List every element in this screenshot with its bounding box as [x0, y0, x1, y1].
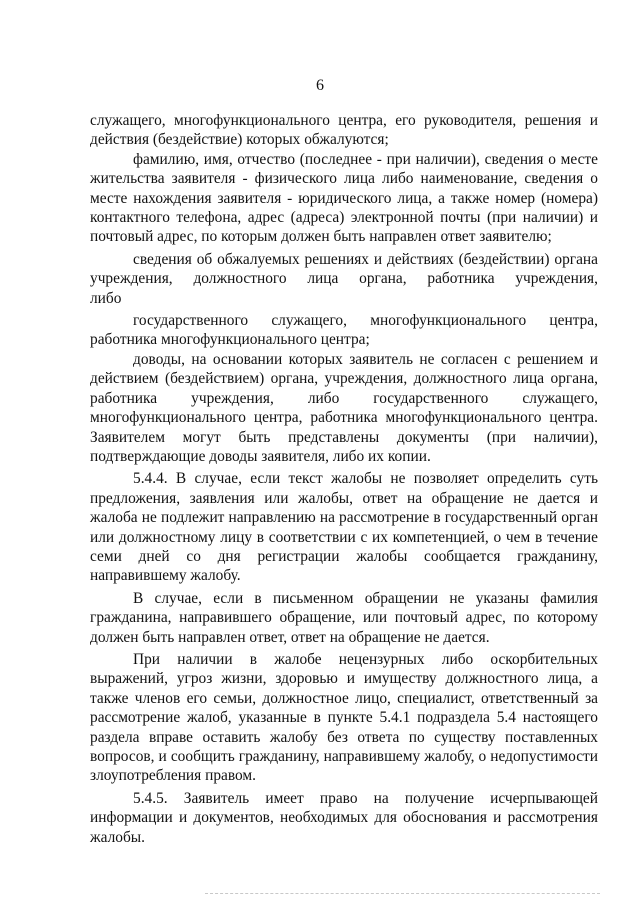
paragraph: фамилию, имя, отчество (последнее - при наличии), сведения о месте жительства заявителя - физического лица либо наименование, сведения о месте нахождения заявителя - юридического лица, а также номер (номера) контактного телефона, адрес (адреса) электронной почты (при наличии) и почтовый адрес, по которым должен быть направлен ответ заявителю; — [90, 150, 598, 246]
paragraph: 5.4.5. Заявитель имеет право на получение исчерпывающей информации и документов, необходимых для обоснования и рассмотрения жалобы. — [90, 789, 598, 846]
paragraph: сведения об обжалуемых решениях и действиях (бездействии) органа учреждения, должностного лица органа, работника учреждения, — [90, 250, 598, 288]
paragraph: доводы, на основании которых заявитель не согласен с решением и действием (бездействием) органа, учреждения, должностного лица органа, работника учреждения, либо государственного служащего, многофункционального центра, работника многофункционального центра. Заявителем могут быть представлены документы (при наличии), подтверждающие доводы заявителя, либо их копии. — [90, 350, 598, 465]
paragraph: служащего, многофункционального центра, его руководителя, решения и действия (бездействие) которых обжалуются; — [90, 112, 598, 149]
page-number: 6 — [316, 77, 324, 94]
footer-divider — [205, 893, 600, 894]
paragraph: В случае, если в письменном обращении не указаны фамилия гражданина, направившего обращение, или почтовый адрес, по которому должен быть направлен ответ, ответ на обращение не дается. — [90, 589, 598, 646]
paragraph: государственного служащего, многофункционального центра, — [133, 312, 598, 330]
document-body — [90, 111, 598, 847]
paragraph: 5.4.4. В случае, если текст жалобы не позволяет определить суть предложения, заявления или жалобы, ответ на обращение не дается и жалоба не подлежит направлению на рассмотрение в государственный орган или должностному лицу в соответствии с их компетенцией, о чем в течение семи дней со дня регистрации жалобы сообщается гражданину, направившему жалобу. — [90, 470, 598, 585]
paragraph: работника многофункционального центра; — [90, 331, 370, 349]
paragraph: либо — [90, 289, 122, 307]
paragraph: При наличии в жалобе нецензурных либо оскорбительных выражений, угроз жизни, здоровью и имуществу должностного лица, а также членов его семьи, должностное лицо, специалист, ответственный за рассмотрение жалоб, указанные в пункте 5.4.1 подраздела 5.4 настоящего раздела вправе оставить жалобу без ответа по существу поставленных вопросов, и сообщить гражданину, направившему жалобу, о недопустимости злоупотребления правом. — [90, 650, 598, 785]
